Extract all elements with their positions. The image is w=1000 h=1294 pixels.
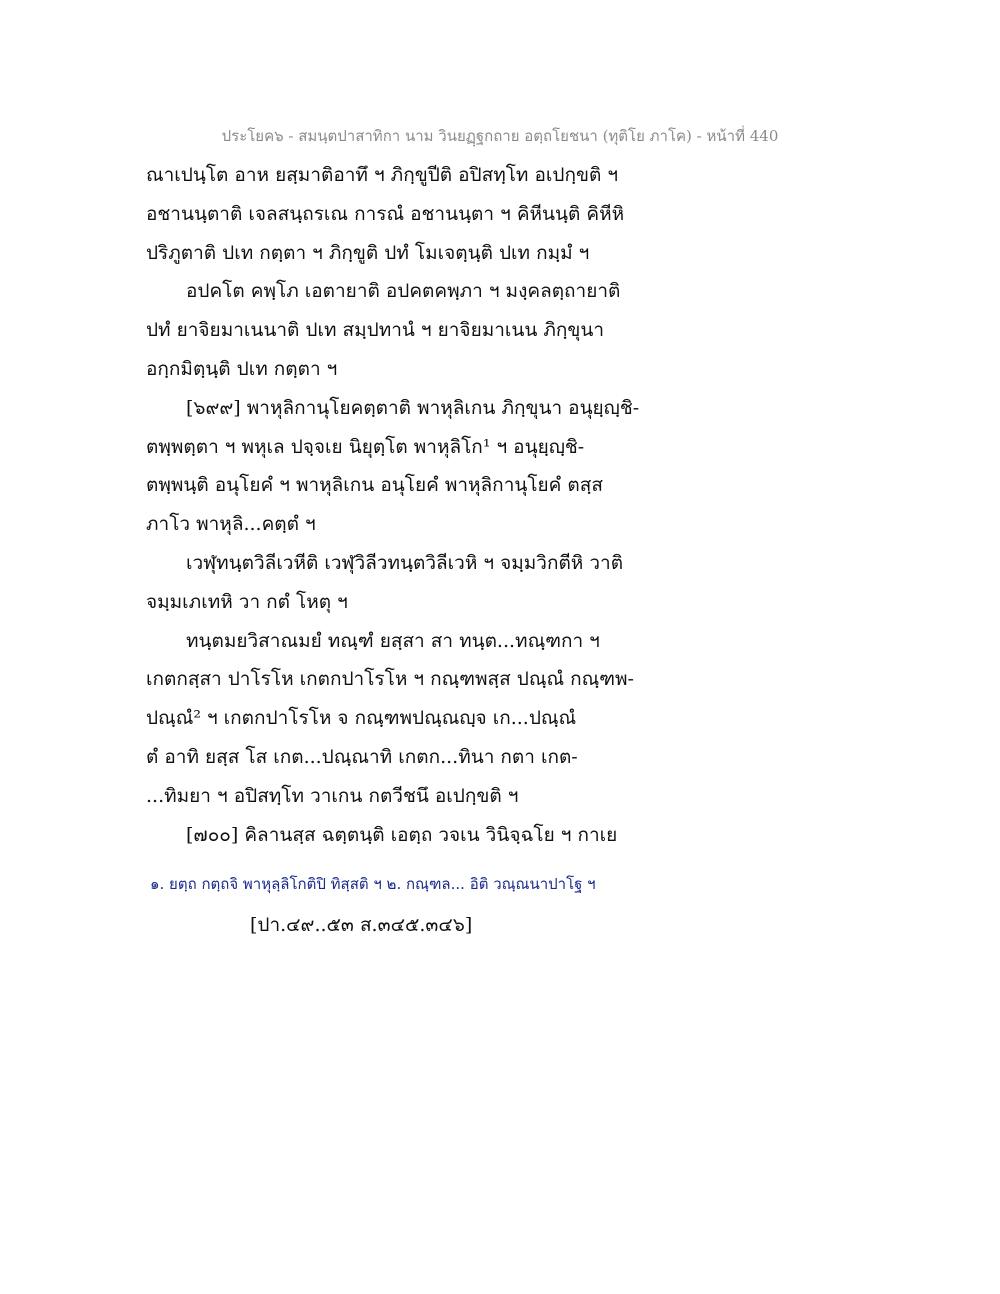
text-line-9: ตพฺพนฺติ อนุโยคํ ฯ พาหุลิเกน อนุโยคํ พาหุลิกานุโยคํ ตสฺส	[146, 474, 603, 497]
text-line-1: ณาเปนฺโต อาห ยสฺมาติอาทึ ฯ ภิกฺขูปีติ อปิสทฺโท อเปกฺขติ ฯ	[146, 164, 619, 186]
text-line-15: ปณฺณํ² ฯ เกตกปาโรโห จ กณฺฑพปณฺณญฺจ เก...ปณฺณํ	[146, 707, 577, 730]
text-line-17: ...ทิมยา ฯ อปิสทฺโท วาเกน กตวีชนึ อเปกฺขติ ฯ	[146, 784, 519, 807]
page-header: ประโยค๖ - สมนฺตปาสาทิกา นาม วินยฏฺฐกถาย อตฺถโยชนา (ทุติโย ภาโค) - หน้าที่ 440	[221, 127, 779, 145]
text-line-13: ทนฺตมยวิสาณมยํ ทณฺฑํ ยสฺสา สา ทนฺต...ทณฺฑกา ฯ	[186, 629, 600, 652]
text-line-10: ภาโว พาหุลิ...คตฺตํ ฯ	[146, 513, 316, 536]
text-line-6: อกฺกมิตฺนฺติ ปเท กตฺตา ฯ	[146, 357, 338, 380]
text-line-18: [๗๐๐] คิลานสฺส ฉตฺตนฺติ เอตฺถ วจเน วินิจฺฉโย ฯ กาเย	[186, 823, 618, 846]
page-reference: [ปา.๔๙..๕๓ ส.๓๔๕.๓๔๖]	[250, 914, 473, 936]
body-text	[146, 156, 866, 854]
text-line-5: ปทํ ยาจิยมาเนนาติ ปเท สมฺปทานํ ฯ ยาจิยมาเนน ภิกฺขุนา	[146, 319, 605, 342]
text-line-7: [๖๙๙] พาหุลิกานุโยคตฺตาติ พาหุลิเกน ภิกฺขุนา อนุยฺญฺชิ-	[186, 396, 640, 419]
text-line-8: ตพฺพตฺตา ฯ พหุเล ปจฺจเย นิยุตฺโต พาหุลิโก¹ ฯ อนุยฺญฺชิ-	[146, 435, 585, 458]
footnote: ๑. ยตฺถ กตฺถจิ พาหุลฺลิโกติปิ ทิสฺสติ ฯ ๒. กณฺฑล... อิติ วณฺณนาปาโฐ ฯ	[150, 875, 596, 893]
text-line-2: อชานนฺตาติ เจลสนฺถรเณ การณํ อชานนฺตา ฯ คิหีนนฺติ คิหีหิ	[146, 202, 625, 225]
text-line-11: เวฬุทนฺตวิลีเวหีติ เวฬุวิลีวทนฺตวิลีเวหิ ฯ จมฺมวิกตีหิ วาติ	[186, 551, 624, 574]
text-line-3: ปริภูตาติ ปเท กตฺตา ฯ ภิกฺขูติ ปทํ โมเจตฺนฺติ ปเท กมฺมํ ฯ	[146, 241, 590, 264]
text-line-4: อปคโต คพฺโภ เอตายาติ อปคตคพฺภา ฯ มงฺคลตฺถายาติ	[186, 280, 621, 303]
text-line-12: จมฺมเภเทหิ วา กตํ โหตุ ฯ	[146, 590, 348, 613]
text-line-16: ตํ อาทิ ยสฺส โส เกต...ปณฺณาทิ เกตก...ทินา กตา เกต-	[146, 745, 578, 768]
text-line-14: เกตกสฺสา ปาโรโห เกตกปาโรโห ฯ กณฺฑพสฺส ปณฺณํ กณฺฑพ-	[146, 668, 634, 691]
